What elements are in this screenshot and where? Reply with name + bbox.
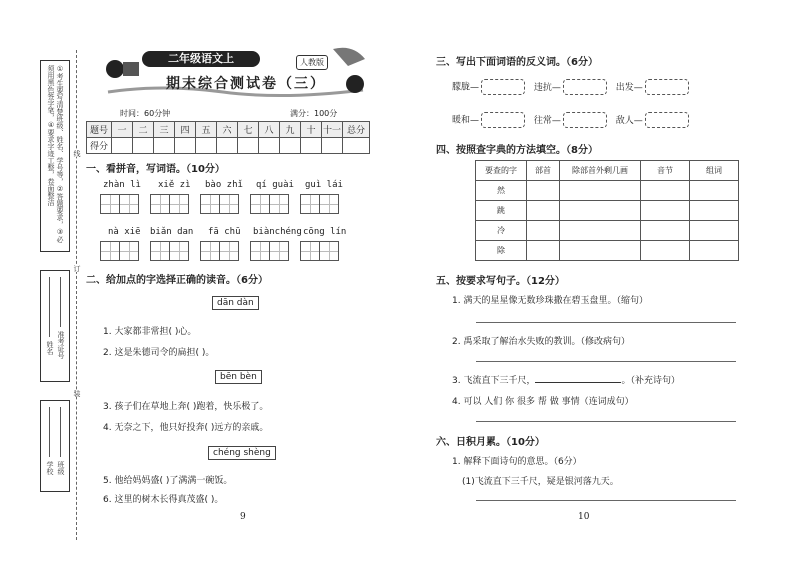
score-cell[interactable]: [133, 138, 154, 154]
char-grid[interactable]: [251, 241, 289, 261]
score-row-label: 得分: [87, 138, 112, 154]
answer-box[interactable]: [481, 79, 525, 95]
antonym-row-2: [452, 112, 691, 128]
pinyin-choice-box: bēn bèn: [215, 370, 262, 384]
dict-char: 除: [476, 241, 527, 261]
char-grid[interactable]: [201, 241, 239, 261]
page-number-right: 10: [578, 512, 590, 522]
score-header-cell: 总分: [343, 122, 370, 138]
poem-line: (1)飞流直下三千尺，疑是银河落九天。: [462, 477, 619, 487]
series-label: 二年级语文上: [142, 51, 260, 67]
dict-cell[interactable]: [560, 221, 641, 241]
dict-char: 然: [476, 181, 527, 201]
poem-question-1: 1. 解释下面诗句的意思。（6分）: [452, 457, 582, 467]
char-grid[interactable]: [301, 241, 339, 261]
char-grid[interactable]: [251, 194, 289, 214]
exam-full-score: 满分：100分: [290, 109, 338, 118]
answer-box[interactable]: [563, 112, 607, 128]
score-cell[interactable]: [301, 138, 322, 154]
name-line[interactable]: [49, 277, 50, 337]
score-header-cell: 九: [280, 122, 301, 138]
dict-cell[interactable]: [527, 241, 560, 261]
antonym-word: 朦胧—: [452, 82, 480, 93]
exam-notes: ①考生要写清楚班级、姓名、学号等，②答题要求，③必须用黑色签字笔，④要求字迹工整，卷面整洁: [47, 65, 64, 243]
character-icon: [346, 75, 364, 93]
score-cell[interactable]: [175, 138, 196, 154]
answer-box[interactable]: [645, 79, 689, 95]
binding-line: [76, 50, 77, 540]
char-grid[interactable]: [101, 241, 139, 261]
pinyin-label: nà xiē: [108, 227, 141, 237]
poem-blank[interactable]: [535, 382, 621, 383]
pinyin-label: cōng lín: [303, 227, 347, 237]
parachute-icon: [333, 48, 365, 66]
exam-notes-box: [40, 60, 70, 252]
dict-header: 要查的字: [476, 161, 527, 181]
mascot-icon: [106, 60, 124, 78]
school-label: 学校: [46, 461, 54, 475]
school-box: [40, 400, 70, 492]
score-header-cell: 题号: [87, 122, 112, 138]
char-grid[interactable]: [201, 194, 239, 214]
score-cell[interactable]: [238, 138, 259, 154]
dict-cell[interactable]: [641, 221, 690, 241]
exam-no-label: 准考证号: [57, 331, 65, 359]
sentence-question-3: [452, 373, 680, 386]
edition-badge: 人教版: [296, 55, 328, 70]
antonym-word: 违抗—: [533, 82, 561, 93]
antonym-word: 敌人—: [615, 115, 643, 126]
score-cell[interactable]: [280, 138, 301, 154]
score-header-cell: 十: [301, 122, 322, 138]
score-cell[interactable]: [196, 138, 217, 154]
score-cell[interactable]: [112, 138, 133, 154]
antonym-word: 出发—: [615, 82, 643, 93]
sentence-question-4: 4. 可以 人们 你 很多 帮 做 事情（连词成句）: [452, 397, 634, 407]
score-header-cell: 七: [238, 122, 259, 138]
pinyin-label: guì lái: [305, 180, 343, 190]
exam-title: 期末综合测试卷（三）: [166, 76, 326, 92]
dict-cell[interactable]: [641, 181, 690, 201]
dict-cell[interactable]: [527, 181, 560, 201]
page-number-left: 9: [240, 512, 246, 522]
section-5-title: 五、按要求写句子。（12分）: [436, 276, 565, 287]
sentence-question-1: 1. 满天的星星像无数珍珠撒在碧玉盘里。（缩句）: [452, 296, 648, 306]
line-marker: 线: [73, 150, 81, 157]
answer-box[interactable]: [481, 112, 525, 128]
section-4-title: 四、按照查字典的方法填空。（8分）: [436, 145, 598, 156]
seal-marker: 装: [73, 390, 81, 397]
score-cell[interactable]: [259, 138, 280, 154]
score-header-cell: 一: [112, 122, 133, 138]
exam-time: 时间：60分钟: [120, 109, 171, 118]
name-label: 姓名: [46, 341, 54, 355]
section-2-title: 二、给加点的字选择正确的读音。（6分）: [86, 275, 268, 286]
score-cell[interactable]: [343, 138, 370, 154]
answer-line[interactable]: [476, 500, 736, 501]
class-label: 班级: [57, 461, 65, 475]
score-cell[interactable]: [322, 138, 343, 154]
dict-cell[interactable]: [527, 201, 560, 221]
pinyin-choice-box: dān dàn: [212, 296, 259, 310]
question-5: 5. 他给妈妈盛( )了满满一碗饭。: [103, 476, 233, 486]
question-2: 2. 这是朱德司令的扁担( )。: [103, 348, 215, 358]
question-4: 4. 无奈之下，他只好投奔( )远方的亲戚。: [103, 423, 269, 433]
score-header-cell: 六: [217, 122, 238, 138]
score-table: [86, 121, 370, 154]
char-grid[interactable]: [151, 194, 189, 214]
pinyin-label: qí guài: [256, 180, 294, 190]
question-6: 6. 这里的树木长得真茂盛( )。: [103, 495, 224, 505]
q3-suffix: 。（补充诗句）: [621, 376, 680, 386]
score-header-cell: 十一: [322, 122, 343, 138]
answer-box[interactable]: [563, 79, 607, 95]
score-cell[interactable]: [154, 138, 175, 154]
dict-char: 跳: [476, 201, 527, 221]
sentence-question-2: 2. 禹采取了解治水失败的教训。（修改病句）: [452, 337, 630, 347]
pinyin-choice-box: chéng shèng: [208, 446, 276, 460]
dict-cell[interactable]: [690, 241, 739, 261]
name-box: [40, 270, 70, 382]
score-header-cell: 五: [196, 122, 217, 138]
char-grid[interactable]: [301, 194, 339, 214]
antonym-word: 暖和—: [452, 115, 480, 126]
dict-cell[interactable]: [690, 181, 739, 201]
dict-cell[interactable]: [560, 241, 641, 261]
pinyin-label: zhàn lì: [103, 180, 141, 190]
school-line[interactable]: [49, 407, 50, 457]
dict-header: 组词: [690, 161, 739, 181]
score-cell[interactable]: [217, 138, 238, 154]
exam-no-line[interactable]: [60, 277, 61, 327]
pinyin-label: fā chū: [208, 227, 241, 237]
class-line[interactable]: [60, 407, 61, 457]
char-grid[interactable]: [101, 194, 139, 214]
score-header-cell: 三: [154, 122, 175, 138]
pinyin-label: biànchéng: [253, 227, 302, 237]
score-header-cell: 二: [133, 122, 154, 138]
dict-header: 部首: [527, 161, 560, 181]
pinyin-label: bào zhǐ: [205, 180, 243, 190]
megaphone-icon: [123, 62, 139, 76]
question-3: 3. 孩子们在草地上奔( )跑着，快乐极了。: [103, 402, 269, 412]
dict-cell[interactable]: [560, 181, 641, 201]
pinyin-label: xiě zì: [158, 180, 191, 190]
dict-cell[interactable]: [641, 201, 690, 221]
dictionary-table: [475, 160, 739, 261]
answer-line[interactable]: [476, 322, 736, 323]
answer-line[interactable]: [476, 361, 736, 362]
dict-char: 冷: [476, 221, 527, 241]
dict-cell[interactable]: [690, 221, 739, 241]
section-1-title: 一、看拼音，写词语。（10分）: [86, 164, 225, 175]
section-3-title: 三、写出下面词语的反义词。（6分）: [436, 57, 598, 68]
answer-box[interactable]: [645, 112, 689, 128]
dict-cell[interactable]: [560, 201, 641, 221]
dict-cell[interactable]: [641, 241, 690, 261]
antonym-row-1: [452, 79, 691, 95]
dict-cell[interactable]: [690, 201, 739, 221]
section-6-title: 六、日积月累。（10分）: [436, 437, 545, 448]
dict-cell[interactable]: [527, 221, 560, 241]
dict-header: 音节: [641, 161, 690, 181]
answer-line[interactable]: [476, 421, 736, 422]
q3-prefix: 3. 飞流直下三千尺，: [452, 376, 536, 386]
pinyin-label: biǎn dan: [150, 227, 194, 237]
antonym-word: 往常—: [533, 115, 561, 126]
score-header-cell: 四: [175, 122, 196, 138]
bind-marker: 订: [73, 265, 81, 272]
score-header-cell: 八: [259, 122, 280, 138]
question-1: 1. 大家都非常担( )心。: [103, 327, 197, 337]
dict-header: 除部首外剩几画: [560, 161, 641, 181]
char-grid[interactable]: [151, 241, 189, 261]
